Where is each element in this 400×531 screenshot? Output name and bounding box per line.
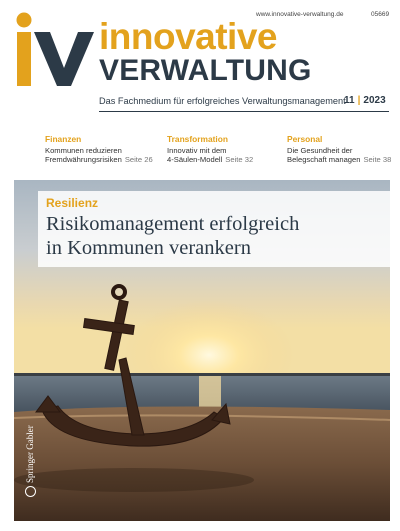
teaser-title-line2: Belegschaft managen [287, 155, 361, 164]
teaser-title-line1: Kommunen reduzieren [45, 145, 122, 155]
publisher-logo [25, 425, 36, 497]
issue-number: 11 [344, 95, 355, 106]
tagline: Das Fachmedium für erfolgreiches Verwaltungsmanagement [99, 96, 346, 106]
website-url[interactable]: www.innovative-verwaltung.de [256, 11, 344, 18]
brand-name-line2: VERWALTUNG [99, 54, 312, 87]
cover-headline[interactable] [46, 212, 299, 260]
publisher-imprint: Gabler [25, 425, 35, 450]
headline-line1: Risikomanagement erfolgreich [46, 213, 300, 235]
teaser-title-line1: Die Gesundheit der [287, 145, 353, 155]
issue-info [344, 95, 386, 106]
teaser-page: Seite 32 [225, 155, 254, 164]
cover-kicker: Resilienz [46, 196, 99, 210]
publisher-name: Springer [25, 452, 35, 483]
headline-line2: in Kommunen verankern [46, 237, 251, 259]
teaser-finanzen[interactable] [45, 135, 160, 165]
teaser-page: Seite 38 [363, 155, 392, 164]
iv-logo-icon [14, 10, 94, 86]
springer-horse-icon [25, 486, 36, 497]
issn-number: 05669 [371, 11, 390, 18]
teaser-title-line2: Fremdwährungsrisiken [45, 155, 122, 164]
teaser-personal[interactable] [287, 135, 397, 165]
teaser-category: Transformation [167, 134, 228, 144]
issue-year: 2023 [363, 95, 386, 106]
teaser-category: Personal [287, 134, 323, 144]
teaser-page: Seite 26 [124, 155, 153, 164]
teaser-transformation[interactable] [167, 135, 282, 165]
issue-separator: | [357, 95, 361, 106]
header-divider [99, 111, 389, 112]
teaser-category: Finanzen [45, 134, 82, 144]
teaser-title-line1: Innovativ mit dem [167, 145, 227, 155]
brand-name-line1: innovative [99, 16, 277, 57]
teaser-title-line2: 4-Säulen-Modell [167, 155, 223, 164]
